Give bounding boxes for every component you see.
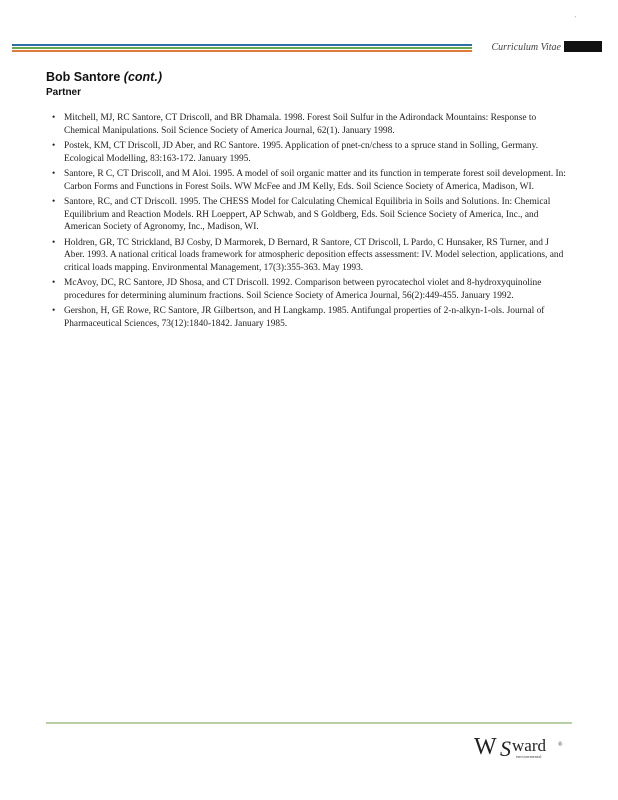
person-name <box>46 70 162 84</box>
header-rule-blue <box>12 44 472 46</box>
windward-logo <box>474 732 566 762</box>
person-role: Partner <box>46 87 82 98</box>
logo-subtitle: environmental <box>516 754 542 759</box>
logo-letter-w: W <box>474 734 497 760</box>
logo-word: ward <box>512 736 546 755</box>
publication-item: • McAvoy, DC, RC Santore, JD Shosa, and CT Driscoll. 1992. Comparison between pyrocatechol violet and 8-hydroxyquinoline procedures for determining aluminum fractions. Soil Science Society of America Journal, 56(2):449-455. January 1992. <box>52 277 566 302</box>
logo-letter-s: S <box>500 736 511 761</box>
header-block-mark <box>564 41 602 52</box>
publication-item: • Santore, RC, and CT Driscoll. 1995. The CHESS Model for Calculating Chemical Equilibria in Soils and Solutions. In: Chemical Equilibrium and Reaction Models. RH Loeppert, AP Schwab, and S Goldberg, Eds. Soil Science Society of America, Inc., and American Society of Agronomy, Inc., Madison, WI. <box>52 196 566 234</box>
header-rule <box>12 44 472 54</box>
publication-list <box>52 112 566 333</box>
publication-item: • Mitchell, MJ, RC Santore, CT Driscoll, and BR Dhamala. 1998. Forest Soil Sulfur in the Adirondack Mountains: Response to Chemical Manipulations. Soil Science Society of America Journal, 62(1). January 1998. <box>52 112 566 137</box>
continued-label: (cont.) <box>123 70 162 84</box>
publication-item: • Santore, R C, CT Driscoll, and M Aloi. 1995. A model of soil organic matter and its function in temperate forest soil development. In: Carbon Forms and Functions in Forest Soils. WW McFee and JM Kelly, Eds. Soil Science Society of America, Madison, WI. <box>52 168 566 193</box>
corner-mark: ' <box>574 16 576 22</box>
header-rule-green <box>12 47 472 49</box>
logo-registered-mark: ® <box>558 742 563 748</box>
publication-item: • Holdren, GR, TC Strickland, BJ Cosby, D Marmorek, D Bernard, R Santore, CT Driscoll, L Pardo, C Hunsaker, RS Turner, and J Aber. 1993. A national critical loads framework for atmospheric deposition effects assessment: IV. Model selection, applications, and critical loads mapping. Environmental Management, 17(3):355-363. May 1993. <box>52 237 566 275</box>
header-rule-orange <box>12 50 472 52</box>
publication-item: • Postek, KM, CT Driscoll, JD Aber, and RC Santore. 1995. Application of pnet-cn/chess to a spruce stand in Solling, Germany. Ecological Modelling, 83:163-172. January 1995. <box>52 140 566 165</box>
footer-rule <box>46 722 572 724</box>
running-title: Curriculum Vitae <box>491 42 561 53</box>
publication-item: • Gershon, H, GE Rowe, RC Santore, JR Gilbertson, and H Langkamp. 1985. Antifungal properties of 2-n-alkyn-1-ols. Journal of Pharmaceutical Sciences, 73(12):1840-1842. January 1985. <box>52 305 566 330</box>
person-name-text: Bob Santore <box>46 70 121 84</box>
